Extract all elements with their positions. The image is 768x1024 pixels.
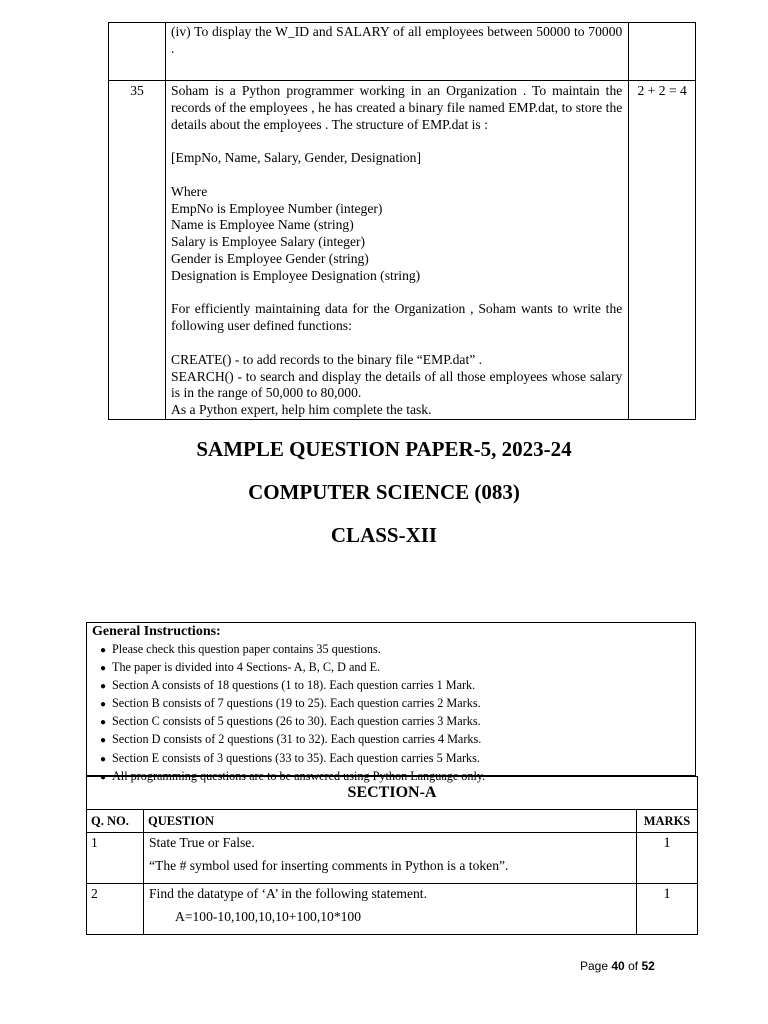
page-footer <box>580 959 655 973</box>
class-title: CLASS-XII <box>330 523 438 547</box>
q35-where-line: Gender is Employee Gender (string) <box>171 250 369 266</box>
section-title: SECTION-A <box>87 777 698 810</box>
question-text-cell <box>144 884 637 935</box>
question-line: Find the datatype of ‘A’ in the following statement. <box>149 886 427 901</box>
question-line: “The # symbol used for inserting comments in Python is a token”. <box>149 858 509 873</box>
question-line: A=100-10,100,10,10+100,10*100 <box>175 909 362 924</box>
bullet-icon: ● <box>100 699 107 711</box>
footer-prefix: Page <box>580 959 609 973</box>
header-qno: Q. NO. <box>87 810 144 833</box>
table-row <box>109 23 696 81</box>
general-instructions-title: General Instructions: <box>92 624 221 639</box>
sub-question-iv: (iv) To display the W_ID and SALARY of all employees between 50000 to 70000 . <box>171 24 623 56</box>
section-title-row <box>87 777 698 810</box>
footer-of: of <box>628 959 639 973</box>
instruction-item: ● Section A consists of 18 questions (1 to 18). Each question carries 1 Mark. <box>100 677 485 695</box>
instructions-list <box>100 641 485 786</box>
general-instructions-box <box>86 622 696 783</box>
table-row <box>87 884 698 935</box>
marks-cell: 1 <box>637 833 698 884</box>
instruction-item: ● Section B consists of 7 questions (19 to 25). Each question carries 2 Marks. <box>100 695 485 713</box>
q35-where-line: Salary is Employee Salary (integer) <box>171 234 366 250</box>
table-header-row <box>87 810 698 833</box>
question-line: State True or False. <box>149 835 255 850</box>
instruction-item: ● The paper is divided into 4 Sections- A, B, C, D and E. <box>100 659 485 677</box>
instruction-item: ● Section C consists of 5 questions (26 to 30). Each question carries 3 Marks. <box>100 713 485 731</box>
q35-where-line: Designation is Employee Designation (string) <box>171 267 421 283</box>
q35-structure: [EmpNo, Name, Salary, Gender, Designation] <box>171 150 421 166</box>
header-question: QUESTION <box>144 810 637 833</box>
header-marks: MARKS <box>637 810 698 833</box>
question-text-cell <box>166 81 629 420</box>
question-number-cell: 35 <box>109 81 166 420</box>
question-number-cell <box>109 23 166 81</box>
paper-title: SAMPLE QUESTION PAPER-5, 2023-24 <box>196 437 572 461</box>
q35-create-line: CREATE() - to add records to the binary file “EMP.dat” . <box>171 351 483 367</box>
table-row <box>87 833 698 884</box>
bullet-icon: ● <box>100 753 107 765</box>
bullet-icon: ● <box>100 663 107 675</box>
bullet-icon: ● <box>100 645 107 656</box>
footer-current-page: 40 <box>611 959 625 973</box>
table-row <box>109 81 696 420</box>
previous-questions-table <box>108 22 696 420</box>
subject-title: COMPUTER SCIENCE (083) <box>248 480 520 504</box>
bullet-icon: ● <box>100 717 107 729</box>
q35-last-line: As a Python expert, help him complete the task. <box>171 402 432 418</box>
q35-where-line: EmpNo is Employee Number (integer) <box>171 200 383 216</box>
marks-cell: 2 + 2 = 4 <box>629 81 696 420</box>
question-number-cell: 2 <box>87 884 144 935</box>
q35-intro-paragraph: Soham is a Python programmer working in an Organization . To maintain the records of the employees , he has created a binary file named EMP.dat, to store the details about the employees . The structure of EMP.dat is : <box>171 83 623 132</box>
footer-total-pages: 52 <box>641 959 655 973</box>
instruction-item: ● Section D consists of 2 questions (31 to 32). Each question carries 4 Marks. <box>100 731 485 749</box>
instruction-item: ● All programming questions are to be answered using Python Language only. <box>100 768 485 786</box>
bullet-icon: ● <box>100 681 107 693</box>
marks-cell: 1 <box>637 884 698 935</box>
instruction-item: ● Please check this question paper contains 35 questions. <box>100 641 485 659</box>
marks-cell <box>629 23 696 81</box>
instruction-item: ● Section E consists of 3 questions (33 to 35). Each question carries 5 Marks. <box>100 750 485 768</box>
bullet-icon: ● <box>100 771 107 783</box>
question-number-cell: 1 <box>87 833 144 884</box>
q35-search-line: SEARCH() - to search and display the details of all those employees whose salary is in the range of 50,000 to 80,000. <box>171 368 623 401</box>
q35-where-line: Where <box>171 183 208 199</box>
q35-where-line: Name is Employee Name (string) <box>171 217 354 233</box>
bullet-icon: ● <box>100 735 107 747</box>
q35-functions-paragraph: For efficiently maintaining data for the Organization , Soham wants to write the following user defined functions: <box>171 301 623 334</box>
section-a-table <box>86 776 698 935</box>
question-text-cell <box>166 23 629 81</box>
question-text-cell <box>144 833 637 884</box>
